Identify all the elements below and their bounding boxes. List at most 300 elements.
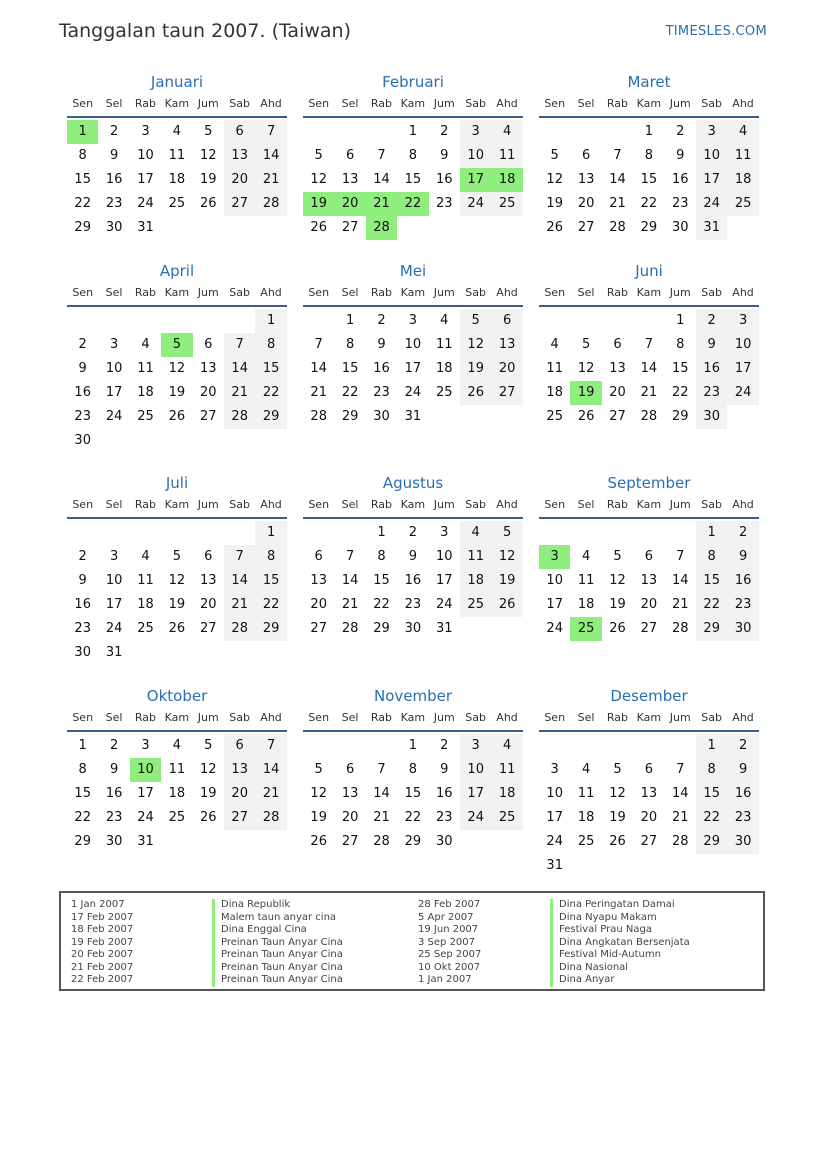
weekday-label: Jum: [433, 286, 455, 299]
day-cell: 16: [74, 385, 91, 400]
day-cell: 29: [255, 405, 286, 429]
weekday-label: Kam: [164, 97, 190, 110]
weekday-header: [539, 706, 759, 732]
day-cell: 9: [727, 545, 758, 569]
day-cell: 29: [672, 409, 689, 424]
day-cell: 14: [224, 357, 255, 381]
day-cell: 24: [137, 810, 154, 825]
day-cell: 31: [137, 834, 154, 849]
month-april: [67, 261, 287, 451]
legend-date: 19 Jun 2007: [418, 924, 479, 935]
legend-holiday-name: Dina Peringatan Damai: [550, 899, 690, 912]
legend-holiday-name: Malem taun anyar cina: [212, 912, 343, 925]
day-cell: 28: [672, 621, 689, 636]
day-cell: 27: [310, 621, 327, 636]
day-cell: 17: [404, 361, 422, 376]
day-cell: 20: [224, 782, 255, 806]
weekday-label: Sen: [544, 711, 566, 724]
day-cell: 16: [727, 569, 758, 593]
weekday-label: Rab: [606, 286, 629, 299]
weekday-label: Kam: [636, 97, 662, 110]
days-grid: [67, 732, 287, 876]
holiday-day-cell: 17: [460, 168, 491, 192]
legend-holiday-name: Preinan Taun Anyar Cina: [212, 974, 343, 987]
day-cell: 21: [255, 782, 286, 806]
day-cell: 30: [74, 645, 91, 660]
weekday-label: Sab: [465, 286, 486, 299]
day-cell: 10: [105, 361, 123, 376]
day-cell: 27: [341, 834, 359, 849]
day-cell: 3: [408, 313, 418, 328]
day-cell: 22: [696, 806, 727, 830]
day-cell: 27: [640, 621, 658, 636]
weekday-label: Kam: [400, 498, 426, 511]
weekday-header: [67, 92, 287, 118]
day-cell: 13: [200, 573, 217, 588]
weekday-header: [67, 493, 287, 519]
legend-date: 20 Feb 2007: [71, 949, 134, 960]
day-cell: 10: [546, 786, 563, 801]
day-cell: 12: [546, 172, 563, 187]
weekday-label: Ahd: [732, 286, 754, 299]
day-cell: 30: [74, 433, 91, 448]
days-grid: [67, 118, 287, 262]
day-cell: 13: [224, 758, 255, 782]
day-cell: 10: [727, 333, 758, 357]
weekday-label: Sen: [544, 97, 566, 110]
month-juni: [539, 261, 759, 451]
day-cell: 3: [727, 309, 758, 333]
day-cell: 13: [224, 144, 255, 168]
weekday-label: Sel: [577, 97, 595, 110]
day-cell: 24: [137, 196, 154, 211]
day-cell: 13: [491, 333, 522, 357]
day-cell: 27: [640, 834, 658, 849]
holiday-legend: [59, 891, 765, 991]
day-cell: 10: [404, 337, 422, 352]
day-cell: 14: [373, 786, 390, 801]
day-cell: 23: [436, 196, 453, 211]
legend-date: 1 Jan 2007: [71, 899, 125, 910]
legend-date: 1 Jan 2007: [418, 974, 472, 985]
day-cell: 4: [172, 738, 182, 753]
weekday-label: Sen: [72, 97, 94, 110]
day-cell: 15: [404, 786, 422, 801]
day-cell: 27: [491, 381, 522, 405]
holiday-day-cell: 20: [334, 192, 365, 216]
weekday-header: [539, 92, 759, 118]
weekday-label: Jum: [669, 97, 691, 110]
day-cell: 10: [460, 144, 491, 168]
day-cell: 4: [172, 124, 182, 139]
day-cell: 18: [577, 597, 595, 612]
day-cell: 20: [200, 385, 217, 400]
legend-holiday-name: Dina Anyar: [550, 974, 690, 987]
day-cell: 29: [373, 621, 390, 636]
weekday-label: Jum: [197, 498, 219, 511]
weekday-header: [539, 281, 759, 307]
month-title: Agustus: [382, 474, 444, 492]
day-cell: 31: [105, 645, 123, 660]
day-cell: 4: [440, 313, 449, 328]
day-cell: 30: [404, 621, 422, 636]
weekday-label: Sel: [105, 498, 123, 511]
day-cell: 6: [613, 337, 622, 352]
day-cell: 11: [168, 148, 186, 163]
day-cell: 24: [105, 621, 123, 636]
day-cell: 4: [581, 762, 591, 777]
weekday-label: Kam: [164, 498, 190, 511]
day-cell: 9: [109, 148, 119, 163]
weekday-label: Jum: [433, 97, 455, 110]
day-cell: 22: [341, 385, 359, 400]
day-cell: 22: [672, 385, 689, 400]
day-cell: 11: [491, 758, 522, 782]
day-cell: 8: [644, 148, 654, 163]
day-cell: 30: [727, 830, 758, 854]
day-cell: 23: [74, 409, 91, 424]
day-cell: 8: [676, 337, 685, 352]
weekday-label: Jum: [433, 711, 455, 724]
day-cell: 8: [345, 337, 355, 352]
day-cell: 21: [341, 597, 359, 612]
day-cell: 26: [577, 409, 595, 424]
month-title: Mei: [399, 262, 427, 280]
weekday-label: Sen: [308, 286, 330, 299]
day-cell: 31: [137, 220, 154, 235]
day-cell: 26: [200, 196, 217, 211]
day-cell: 19: [310, 810, 327, 825]
day-cell: 5: [204, 738, 213, 753]
weekday-label: Sab: [229, 711, 250, 724]
day-cell: 20: [640, 810, 658, 825]
weekday-label: Kam: [164, 286, 190, 299]
weekday-label: Rab: [370, 97, 393, 110]
day-cell: 31: [546, 858, 563, 873]
day-cell: 20: [640, 597, 658, 612]
day-cell: 24: [546, 621, 563, 636]
weekday-label: Kam: [636, 711, 662, 724]
weekday-label: Rab: [606, 711, 629, 724]
day-cell: 15: [373, 573, 390, 588]
day-cell: 17: [137, 786, 154, 801]
holiday-day-cell: 21: [366, 192, 397, 216]
day-cell: 9: [377, 337, 386, 352]
day-cell: 6: [644, 549, 654, 564]
month-juli: [67, 473, 287, 663]
day-cell: 14: [310, 361, 327, 376]
day-cell: 23: [74, 621, 91, 636]
day-cell: 14: [255, 758, 286, 782]
weekday-label: Sab: [701, 97, 722, 110]
day-cell: 17: [436, 573, 453, 588]
day-cell: 27: [224, 806, 255, 830]
day-cell: 2: [696, 309, 727, 333]
day-cell: 16: [373, 361, 390, 376]
weekday-label: Kam: [164, 711, 190, 724]
day-cell: 23: [672, 196, 689, 211]
day-cell: 2: [408, 525, 418, 540]
day-cell: 26: [168, 409, 186, 424]
legend-date: 25 Sep 2007: [418, 949, 482, 960]
weekday-label: Sel: [105, 97, 123, 110]
legend-date: 17 Feb 2007: [71, 911, 134, 923]
weekday-label: Rab: [606, 498, 629, 511]
legend-date: 5 Apr 2007: [418, 911, 474, 923]
days-grid: [303, 307, 523, 451]
day-cell: 2: [377, 313, 386, 328]
day-cell: 6: [581, 148, 591, 163]
day-cell: 13: [341, 172, 359, 187]
day-cell: 14: [672, 786, 689, 801]
day-cell: 18: [168, 786, 186, 801]
holiday-day-cell: 19: [303, 192, 334, 216]
day-cell: 18: [577, 810, 595, 825]
day-cell: 7: [224, 333, 255, 357]
day-cell: 25: [460, 593, 491, 617]
day-cell: 22: [640, 196, 658, 211]
day-cell: 28: [255, 806, 286, 830]
day-cell: 7: [224, 545, 255, 569]
weekday-label: Sel: [577, 286, 595, 299]
month-title: November: [373, 687, 453, 705]
day-cell: 3: [460, 120, 491, 144]
day-cell: 16: [727, 782, 758, 806]
day-cell: 21: [640, 385, 658, 400]
legend-dates-col-2: [418, 899, 481, 987]
weekday-header: [303, 281, 523, 307]
weekday-label: Rab: [606, 97, 629, 110]
day-cell: 25: [137, 621, 154, 636]
day-cell: 10: [436, 549, 453, 564]
day-cell: 17: [105, 385, 123, 400]
weekday-label: Jum: [197, 711, 219, 724]
day-cell: 22: [404, 810, 422, 825]
day-cell: 25: [546, 409, 563, 424]
day-cell: 6: [345, 148, 355, 163]
month-mei: [303, 261, 523, 451]
legend-names-col-2: [550, 899, 690, 987]
day-cell: 1: [676, 313, 685, 328]
days-grid: [539, 519, 759, 663]
days-grid: [539, 732, 759, 876]
day-cell: 16: [404, 573, 422, 588]
day-cell: 25: [577, 834, 595, 849]
day-cell: 8: [696, 545, 727, 569]
day-cell: 25: [491, 806, 522, 830]
day-cell: 12: [168, 573, 186, 588]
weekday-label: Sel: [341, 97, 359, 110]
holiday-day-cell: 18: [491, 168, 522, 192]
day-cell: 16: [74, 597, 91, 612]
weekday-label: Ahd: [732, 498, 754, 511]
weekday-label: Rab: [134, 286, 157, 299]
day-cell: 15: [255, 357, 286, 381]
day-cell: 4: [460, 521, 491, 545]
day-cell: 9: [727, 758, 758, 782]
day-cell: 17: [105, 597, 123, 612]
day-cell: 26: [546, 220, 563, 235]
day-cell: 11: [137, 573, 154, 588]
day-cell: 18: [137, 597, 154, 612]
page-title: Tanggalan taun 2007. (Taiwan): [59, 20, 351, 42]
weekday-label: Sab: [229, 97, 250, 110]
weekday-label: Kam: [636, 286, 662, 299]
day-cell: 15: [74, 172, 91, 187]
day-cell: 21: [672, 810, 689, 825]
legend-date: 28 Feb 2007: [418, 899, 481, 910]
day-cell: 2: [676, 124, 685, 139]
day-cell: 3: [696, 120, 727, 144]
day-cell: 1: [255, 521, 286, 545]
weekday-label: Jum: [669, 498, 691, 511]
day-cell: 8: [408, 762, 418, 777]
holiday-day-cell: 25: [570, 617, 601, 641]
weekday-label: Ahd: [496, 498, 518, 511]
day-cell: 3: [460, 734, 491, 758]
day-cell: 18: [491, 782, 522, 806]
day-cell: 27: [200, 621, 217, 636]
holiday-day-cell: 28: [366, 216, 397, 240]
day-cell: 7: [377, 762, 386, 777]
month-maret: [539, 72, 759, 262]
weekday-label: Ahd: [496, 711, 518, 724]
holiday-day-cell: 5: [161, 333, 192, 357]
weekday-label: Sab: [465, 97, 486, 110]
weekday-label: Sab: [229, 498, 250, 511]
day-cell: 12: [200, 148, 217, 163]
day-cell: 8: [255, 545, 286, 569]
weekday-label: Ahd: [496, 97, 518, 110]
day-cell: 26: [491, 593, 522, 617]
day-cell: 7: [676, 762, 685, 777]
days-grid: [539, 307, 759, 451]
day-cell: 13: [310, 573, 327, 588]
day-cell: 20: [200, 597, 217, 612]
day-cell: 15: [255, 569, 286, 593]
month-title: Oktober: [146, 687, 208, 705]
days-grid: [303, 118, 523, 262]
day-cell: 7: [676, 549, 685, 564]
legend-holiday-name: Dina Republik: [212, 899, 343, 912]
weekday-label: Sel: [577, 498, 595, 511]
day-cell: 1: [78, 738, 87, 753]
day-cell: 2: [440, 124, 449, 139]
holiday-day-cell: 3: [539, 545, 570, 569]
month-title: September: [607, 474, 691, 492]
day-cell: 11: [491, 144, 522, 168]
day-cell: 9: [440, 148, 449, 163]
legend-date: 21 Feb 2007: [71, 961, 134, 973]
day-cell: 15: [74, 786, 91, 801]
day-cell: 14: [609, 172, 626, 187]
weekday-label: Ahd: [732, 711, 754, 724]
day-cell: 28: [373, 834, 390, 849]
weekday-label: Kam: [636, 498, 662, 511]
month-februari: [303, 72, 523, 262]
weekday-label: Sen: [72, 711, 94, 724]
weekday-label: Jum: [197, 97, 219, 110]
day-cell: 15: [672, 361, 689, 376]
day-cell: 29: [341, 409, 359, 424]
days-grid: [67, 519, 287, 663]
day-cell: 4: [491, 734, 522, 758]
month-title: Januari: [150, 73, 204, 91]
day-cell: 19: [609, 810, 626, 825]
month-september: [539, 473, 759, 663]
day-cell: 11: [460, 545, 491, 569]
day-cell: 1: [644, 124, 654, 139]
day-cell: 12: [460, 333, 491, 357]
legend-holiday-name: Preinan Taun Anyar Cina: [212, 962, 343, 975]
weekday-label: Sab: [465, 711, 486, 724]
day-cell: 8: [78, 762, 87, 777]
day-cell: 10: [696, 144, 727, 168]
day-cell: 25: [168, 810, 186, 825]
weekday-label: Sab: [465, 498, 486, 511]
legend-holiday-name: Dina Angkatan Bersenjata: [550, 937, 690, 950]
day-cell: 8: [696, 758, 727, 782]
weekday-label: Sel: [105, 711, 123, 724]
day-cell: 23: [436, 810, 453, 825]
day-cell: 27: [577, 220, 595, 235]
day-cell: 23: [727, 806, 758, 830]
day-cell: 17: [460, 782, 491, 806]
day-cell: 17: [137, 172, 154, 187]
day-cell: 13: [200, 361, 217, 376]
day-cell: 8: [255, 333, 286, 357]
day-cell: 6: [491, 309, 522, 333]
day-cell: 6: [224, 120, 255, 144]
legend-date: 3 Sep 2007: [418, 936, 476, 948]
day-cell: 21: [224, 593, 255, 617]
brand-logo[interactable]: TIMESLES.COM: [665, 24, 767, 39]
weekday-label: Sel: [341, 286, 359, 299]
day-cell: 9: [78, 361, 87, 376]
day-cell: 29: [404, 834, 422, 849]
weekday-label: Ahd: [496, 286, 518, 299]
day-cell: 26: [460, 381, 491, 405]
day-cell: 21: [373, 810, 390, 825]
day-cell: 21: [672, 597, 689, 612]
day-cell: 15: [341, 361, 359, 376]
day-cell: 2: [727, 521, 758, 545]
weekday-label: Sel: [105, 286, 123, 299]
day-cell: 12: [491, 545, 522, 569]
day-cell: 19: [168, 385, 186, 400]
day-cell: 15: [696, 569, 727, 593]
day-cell: 6: [224, 734, 255, 758]
day-cell: 23: [373, 385, 390, 400]
legend-holiday-name: Dina Nyapu Makam: [550, 912, 690, 925]
day-cell: 28: [224, 617, 255, 641]
day-cell: 20: [609, 385, 626, 400]
weekday-label: Sen: [308, 498, 330, 511]
day-cell: 9: [676, 148, 685, 163]
day-cell: 22: [74, 196, 91, 211]
weekday-label: Rab: [134, 97, 157, 110]
weekday-label: Sab: [701, 498, 722, 511]
weekday-header: [539, 493, 759, 519]
weekday-label: Sen: [308, 97, 330, 110]
day-cell: 28: [640, 409, 658, 424]
day-cell: 24: [436, 597, 453, 612]
day-cell: 7: [644, 337, 654, 352]
day-cell: 21: [609, 196, 626, 211]
day-cell: 5: [172, 549, 182, 564]
day-cell: 16: [105, 786, 123, 801]
day-cell: 9: [408, 549, 418, 564]
